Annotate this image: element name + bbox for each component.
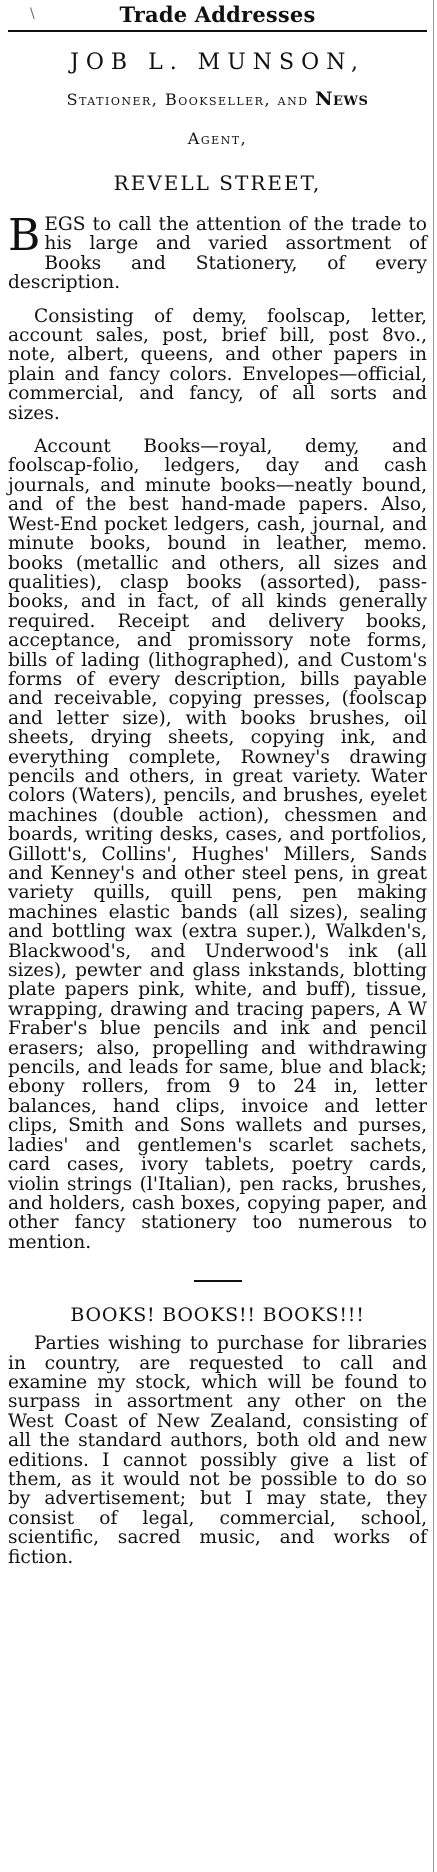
trade-description: Stationer, Bookseller, and [66,90,309,109]
books-paragraph: Parties wishing to purchase for libraries in country, are requested to call and examine my stock, which will be found to surpass in assortment any other on the West Coast of New Zealand, consisting of all the standard authors, both old and new editions. I cannot possibly give a list of them, as it would not be possible to do so by advertisement; but I may state, they consist of legal, commercial, school, scientific, sacred music, and works of fiction. [8,1333,427,1568]
section-title: Trade Addresses [119,2,316,27]
drop-cap: B [8,210,41,261]
books-heading: BOOKS! BOOKS!! BOOKS!!! [70,1304,365,1327]
intro-paragraph [8,210,427,294]
section-header [8,0,427,32]
trade-line-agent: Agent, [187,129,248,148]
account-books-paragraph: Account Books—royal, demy, and foolscap-folio, ledgers, day and cash journals, and minute books—neatly bound, and of the best hand-made papers. Also, West-End pocket ledgers, cash, journal, and minute books, bound in leather, memo. books (metallic and others, all sizes and qualities), clasp books (assorted), pass-books, and in fact, of all kinds generally required. Receipt and delivery books, acceptance, and promissory note forms, bills of lading (lithographed), and Custom's forms of every description, bills payable and receivable, copying presses, (foolscap and letter size), with books brushes, oil sheets, drying sheets, copying ink, and everything complete, Rowney's drawing pencils and others, in great variety. Water colors (Waters), pencils, and brushes, eyelet machines (double action), chessmen and boards, writing desks, cases, and portfolios, Gillott's, Collins', Hughes' Millers, Sands and Kenney's and other steel pens, in great variety quills, quill pens, pen making machines elastic bands (all sizes), sealing and bottling wax (extra super.), Walkden's, Blackwood's, and Underwood's ink (all sizes), pewter and glass inkstands, blotting plate papers pink, white, and buff), tissue, wrapping, drawing and tracing papers, A W Fraber's blue pencils and ink and pencil erasers; also, propelling and withdrawing pencils, and leads for same, blue and black; ebony rollers, from 9 to 24 in, letter balances, hand clips, invoice and letter clips, Smith and Sons wallets and purses, ladies' and gentlemen's scarlet sachets, card cases, ivory tablets, poetry cards, violin strings (l'Italian), pen racks, brushes, and holders, cash boxes, copying paper, and other fancy stationery too numerous to mention. [8,436,427,1253]
divider-rule [194,1280,242,1282]
paper-paragraph: Consisting of demy, foolscap, letter, account sales, post, brief bill, post 8vo., note, albert, queens, and other papers in plain and fancy colors. Envelopes—official, commercial, and fancy, of all sorts and sizes. [8,305,427,424]
advertiser-name: JOB L. MUNSON, [70,50,365,75]
print-mark: \ [30,6,35,22]
intro-text: EGS to call the attention of the trade to his large and varied assortment of Books and Stationery, of every description. [8,214,427,294]
trade-line [8,86,427,113]
column-rule [433,0,434,1872]
street-address: REVELL STREET, [113,171,322,195]
trade-news: News [315,88,369,110]
